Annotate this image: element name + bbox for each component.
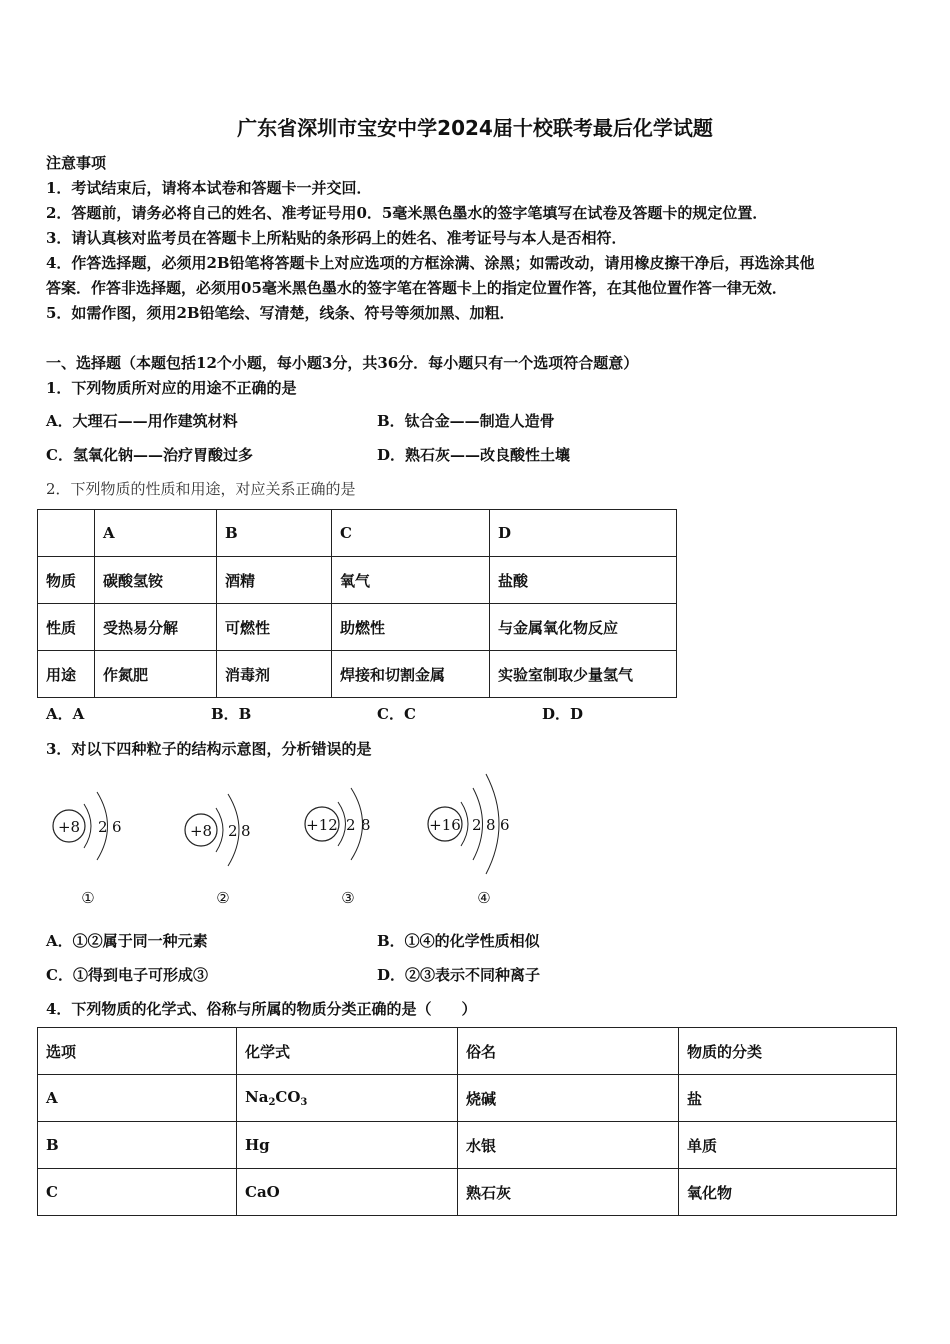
note-5: 5．如需作图，须用2B铅笔绘、写清楚，线条、符号等须加黑、加粗． [46,304,515,322]
table-cell: C [38,1169,237,1216]
particle-2-nucleus: +8 [189,822,213,840]
q1-option-d: D．熟石灰——改良酸性土壤 [377,446,571,464]
note-4: 4．作答选择题，必须用2B铅笔将答题卡上对应选项的方框涂满、涂黑；如需改动，请用橡皮擦干净后，再选涂其他 [46,254,815,272]
table-cell: 化学式 [237,1028,458,1075]
particle-3-label: ③ [341,889,355,907]
particle-1-shell: 2 [98,818,108,836]
particle-diagrams [40,770,600,915]
q1-option-b: B．钛合金——制造人造骨 [377,412,555,430]
table-cell: 烧碱 [458,1075,679,1122]
table-cell: 焊接和切割金属 [332,651,490,698]
page-title: 广东省深圳市宝安中学2024届十校联考最后化学试题 [237,116,713,140]
table-cell: B [38,1122,237,1169]
table-cell: 单质 [679,1122,897,1169]
table-cell: 氧气 [332,557,490,604]
note-2: 2．答题前，请务必将自己的姓名、准考证号用0．5毫米黑色墨水的签字笔填写在试卷及答题卡的规定位置． [46,204,768,222]
table-cell: 碳酸氢铵 [95,557,217,604]
particle-3-shell: 8 [361,816,371,834]
note-1: 1．考试结束后，请将本试卷和答题卡一并交回． [46,179,372,197]
particle-3-nucleus: +12 [306,816,338,834]
table-cell: 熟石灰 [458,1169,679,1216]
q4-stem: 4．下列物质的化学式、俗称与所属的物质分类正确的是（ ） [46,1000,477,1018]
q2-option-c: C．C [377,705,416,723]
particle-1-nucleus: +8 [57,818,81,836]
q2-stem: 2．下列物质的性质和用途，对应关系正确的是 [46,480,356,498]
q3-option-a: A．①②属于同一种元素 [46,932,208,950]
table-cell: CaO [237,1169,458,1216]
table-cell: 物质的分类 [679,1028,897,1075]
formula-part: Na [245,1088,269,1106]
particle-4-shell: 2 [472,816,482,834]
table-row [38,557,677,604]
table-cell: 与金属氧化物反应 [490,604,677,651]
table-cell: 实验室制取少量氢气 [490,651,677,698]
formula-subscript: 3 [300,1097,308,1108]
table-cell: B [217,510,332,557]
particle-1-diagram [53,792,122,907]
table-cell: Hg [237,1122,458,1169]
q2-option-b: B．B [211,705,252,723]
q1-stem: 1．下列物质所对应的用途不正确的是 [46,379,297,397]
table-cell: 助燃性 [332,604,490,651]
particle-4-diagram [428,774,510,907]
table-row [38,651,677,698]
table-cell-formula [237,1075,458,1122]
table-cell: 酒精 [217,557,332,604]
particle-2-shell: 2 [228,822,238,840]
table-cell: 受热易分解 [95,604,217,651]
table-cell: 性质 [38,604,95,651]
table-cell: 选项 [38,1028,237,1075]
table-cell: 盐酸 [490,557,677,604]
particle-3-diagram [305,788,371,907]
particle-2-shell: 8 [241,822,251,840]
q3-option-c: C．①得到电子可形成③ [46,966,208,984]
table-cell: D [490,510,677,557]
table-cell: 物质 [38,557,95,604]
table-row [38,604,677,651]
q2-table [37,509,677,698]
table-cell: C [332,510,490,557]
q2-option-a: A．A [46,705,85,723]
q3-option-b: B．①④的化学性质相似 [377,932,540,950]
formula-subscript: 2 [268,1097,276,1108]
q1-option-c: C．氢氧化钠——治疗胃酸过多 [46,446,253,464]
q2-option-d: D．D [542,705,584,723]
particle-1-shell: 6 [112,818,122,836]
particle-1-label: ① [81,889,95,907]
table-cell: 氧化物 [679,1169,897,1216]
particle-4-nucleus: +16 [429,816,461,834]
table-cell: 可燃性 [217,604,332,651]
particle-4-label: ④ [477,889,491,907]
particle-2-label: ② [216,889,230,907]
table-row [38,1028,897,1075]
q4-table [37,1027,897,1216]
particle-4-shell: 8 [486,816,496,834]
table-row [38,1122,897,1169]
table-cell: 作氮肥 [95,651,217,698]
notes-heading: 注意事项 [46,154,107,172]
table-cell: 用途 [38,651,95,698]
table-cell: 俗名 [458,1028,679,1075]
particle-4-shell: 6 [500,816,510,834]
table-cell: 消毒剂 [217,651,332,698]
table-row [38,1075,897,1122]
q1-option-a: A．大理石——用作建筑材料 [46,412,238,430]
table-cell: 盐 [679,1075,897,1122]
particle-2-diagram [185,794,251,907]
note-3: 3．请认真核对监考员在答题卡上所粘贴的条形码上的姓名、准考证号与本人是否相符． [46,229,627,247]
q3-stem: 3．对以下四种粒子的结构示意图，分析错误的是 [46,740,372,758]
table-cell: 水银 [458,1122,679,1169]
table-cell [38,510,95,557]
table-cell: A [38,1075,237,1122]
q3-option-d: D．②③表示不同种离子 [377,966,541,984]
formula-part: CO [275,1088,301,1106]
table-row [38,1169,897,1216]
table-row [38,510,677,557]
section-heading: 一、选择题（本题包括12个小题，每小题3分，共36分．每小题只有一个选项符合题意） [46,354,639,372]
particle-3-shell: 2 [346,816,356,834]
note-4-cont: 答案．作答非选择题，必须用05毫米黑色墨水的签字笔在答题卡上的指定位置作答，在其他位置作答一律无效． [46,279,787,297]
table-cell: A [95,510,217,557]
